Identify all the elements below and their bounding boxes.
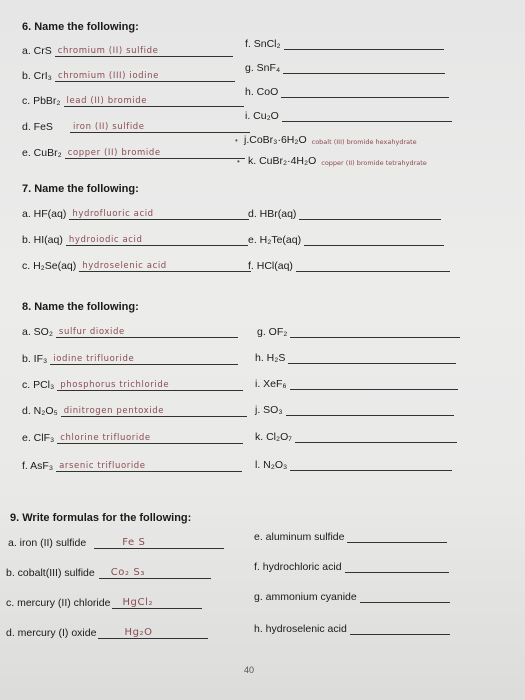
q7-a-answer: hydrofluoric acid <box>72 209 154 219</box>
q6-b-answer: chromium (III) iodine <box>57 71 159 81</box>
q8-f-answer-line[interactable] <box>56 460 242 472</box>
q8-l-label: l. N₂O₃ <box>255 459 288 471</box>
q7-item-a <box>22 208 249 220</box>
q6-g-label: g. SnF₄ <box>245 62 281 74</box>
q6-item-k <box>248 155 427 167</box>
q9-h-answer-line[interactable] <box>350 623 450 635</box>
q8-item-d <box>22 405 247 417</box>
q8-item-c <box>22 379 243 391</box>
q7-b-label: b. HI(aq) <box>22 234 63 246</box>
q8-k-label: k. Cl₂O₇ <box>255 431 292 443</box>
q9-c-label: c. mercury (II) chloride <box>6 597 111 609</box>
q6-b-answer-line[interactable] <box>55 70 235 82</box>
q9-d-answer: Hg₂O <box>124 627 153 638</box>
q9-item-e <box>254 531 447 543</box>
bullet-dot: • <box>237 157 240 166</box>
q9-c-answer: HgCl₂ <box>122 597 154 608</box>
q6-k-answer[interactable]: copper (II) bromide tetrahydrate <box>321 159 427 167</box>
q8-g-label: g. OF₂ <box>257 326 288 338</box>
q9-item-g <box>254 591 450 603</box>
q7-item-c <box>22 260 251 272</box>
q9-item-h <box>254 623 450 635</box>
q9-d-answer-line[interactable] <box>98 627 208 639</box>
q8-item-l <box>255 459 452 471</box>
q8-e-answer-line[interactable] <box>57 432 243 444</box>
q6-i-answer-line[interactable] <box>282 110 452 122</box>
q8-item-j <box>255 404 454 416</box>
q9-item-c <box>6 597 202 609</box>
q6-b-label: b. CrI₃ <box>22 70 52 82</box>
q9-item-b <box>6 567 211 579</box>
q8-g-answer-line[interactable] <box>290 326 460 338</box>
q6-f-label: f. SnCl₂ <box>245 38 281 50</box>
q8-a-answer-line[interactable] <box>56 326 238 338</box>
q9-e-label: e. aluminum sulfide <box>254 531 345 543</box>
q7-c-answer: hydroselenic acid <box>82 261 167 271</box>
q6-h-label: h. CoO <box>245 86 279 98</box>
q9-b-answer: Co₂ S₃ <box>110 567 145 578</box>
q6-a-answer: chromium (II) sulfide <box>57 46 159 56</box>
q7-d-label: d. HBr(aq) <box>248 208 297 220</box>
q9-item-a <box>8 537 224 549</box>
q9-h-label: h. hydroselenic acid <box>254 623 347 635</box>
q9-title: 9. Write formulas for the following: <box>10 512 192 524</box>
q9-item-f <box>254 561 449 573</box>
q8-c-answer-line[interactable] <box>57 379 243 391</box>
q6-d-answer: iron (II) sulfide <box>72 122 145 132</box>
bullet-dot: • <box>235 136 238 145</box>
q6-a-answer-line[interactable] <box>55 45 233 57</box>
q7-item-b <box>22 234 248 246</box>
q8-a-label: a. SO₂ <box>22 326 53 338</box>
q6-item-h <box>245 86 449 98</box>
q6-c-answer-line[interactable] <box>64 95 244 107</box>
q7-e-label: e. H₂Te(aq) <box>248 234 302 246</box>
q6-d-label: d. FeS <box>22 121 53 133</box>
q9-c-answer-line[interactable] <box>112 597 202 609</box>
q8-d-answer: dinitrogen pentoxide <box>63 406 165 416</box>
q8-k-answer-line[interactable] <box>295 431 457 443</box>
q9-g-label: g. ammonium cyanide <box>254 591 357 603</box>
q8-item-f <box>22 460 242 472</box>
q7-c-answer-line[interactable] <box>79 260 251 272</box>
q9-item-d <box>6 627 208 639</box>
q6-item-b <box>22 70 235 82</box>
q6-g-answer-line[interactable] <box>283 62 445 74</box>
page-number: 40 <box>244 665 255 675</box>
q6-h-answer-line[interactable] <box>281 86 449 98</box>
q9-b-label: b. cobalt(III) sulfide <box>6 567 95 579</box>
q6-item-i <box>245 110 452 122</box>
q9-d-label: d. mercury (I) oxide <box>6 627 97 639</box>
q8-j-answer-line[interactable] <box>286 404 454 416</box>
q8-item-h <box>255 352 456 364</box>
q6-e-label: e. CuBr₂ <box>22 147 62 159</box>
q6-item-c <box>22 95 244 107</box>
q9-b-answer-line[interactable] <box>99 567 211 579</box>
q7-a-label: a. HF(aq) <box>22 208 67 220</box>
q7-e-answer-line[interactable] <box>304 234 444 246</box>
q7-item-e <box>248 234 444 246</box>
q8-f-answer: arsenic trifluoride <box>59 461 146 471</box>
q8-e-label: e. ClF₃ <box>22 432 55 444</box>
q6-i-label: i. Cu₂O <box>245 110 279 122</box>
q8-c-label: c. PCl₃ <box>22 379 55 391</box>
q9-a-answer: Fe S <box>122 537 146 548</box>
q6-item-j <box>244 134 417 146</box>
q9-g-answer-line[interactable] <box>360 591 450 603</box>
q6-c-label: c. PbBr₂ <box>22 95 61 107</box>
q7-item-d <box>248 208 441 220</box>
q9-f-answer-line[interactable] <box>345 561 449 573</box>
q7-f-answer-line[interactable] <box>296 260 450 272</box>
q8-i-label: i. XeF₆ <box>255 378 287 390</box>
q8-h-answer-line[interactable] <box>288 352 456 364</box>
q8-b-answer-line[interactable] <box>50 353 238 365</box>
q6-j-answer[interactable]: cobalt (III) bromide hexahydrate <box>311 138 417 146</box>
q8-j-label: j. SO₃ <box>255 404 283 416</box>
q6-e-answer: copper (II) bromide <box>67 148 161 158</box>
q8-title: 8. Name the following: <box>22 301 139 313</box>
q8-d-label: d. N₂O₅ <box>22 405 58 417</box>
q8-f-label: f. AsF₃ <box>22 460 54 472</box>
q8-h-label: h. H₂S <box>255 352 286 364</box>
q9-e-answer-line[interactable] <box>347 531 447 543</box>
q8-e-answer: chlorine trifluoride <box>60 433 151 443</box>
q8-b-label: b. IF₃ <box>22 353 48 365</box>
q8-a-answer: sulfur dioxide <box>58 327 125 337</box>
q6-item-a <box>22 45 233 57</box>
q7-c-label: c. H₂Se(aq) <box>22 260 77 272</box>
q8-item-a <box>22 326 238 338</box>
q7-f-label: f. HCl(aq) <box>248 260 293 272</box>
q6-d-answer-line[interactable] <box>70 121 250 133</box>
q8-item-i <box>255 378 458 390</box>
q6-c-answer: lead (II) bromide <box>66 96 148 106</box>
q6-item-f <box>245 38 444 50</box>
q6-a-label: a. CrS <box>22 45 52 57</box>
q7-b-answer: hydroiodic acid <box>68 235 143 245</box>
q8-item-k <box>255 431 457 443</box>
q6-e-answer-line[interactable] <box>65 147 245 159</box>
q6-k-label: k. CuBr₂·4H₂O <box>248 155 317 167</box>
q8-i-answer-line[interactable] <box>290 378 458 390</box>
q6-item-d <box>22 121 250 133</box>
q8-d-answer-line[interactable] <box>61 405 247 417</box>
q8-l-answer-line[interactable] <box>290 459 452 471</box>
q6-title: 6. Name the following: <box>22 21 139 33</box>
q8-item-g <box>257 326 460 338</box>
q7-d-answer-line[interactable] <box>299 208 441 220</box>
q7-item-f <box>248 260 450 272</box>
q9-a-label: a. iron (II) sulfide <box>8 537 87 549</box>
q6-item-e <box>22 147 245 159</box>
q8-b-answer: iodine trifluoride <box>53 354 135 364</box>
q6-item-g <box>245 62 445 74</box>
q7-title: 7. Name the following: <box>22 183 139 195</box>
q8-item-e <box>22 432 243 444</box>
q6-j-label: j.CoBr₃·6H₂O <box>244 134 307 146</box>
q9-a-answer-line[interactable] <box>94 537 224 549</box>
q9-f-label: f. hydrochloric acid <box>254 561 342 573</box>
q8-item-b <box>22 353 238 365</box>
q8-c-answer: phosphorus trichloride <box>60 380 170 390</box>
q7-a-answer-line[interactable] <box>69 208 249 220</box>
q7-b-answer-line[interactable] <box>66 234 248 246</box>
q6-f-answer-line[interactable] <box>284 38 444 50</box>
